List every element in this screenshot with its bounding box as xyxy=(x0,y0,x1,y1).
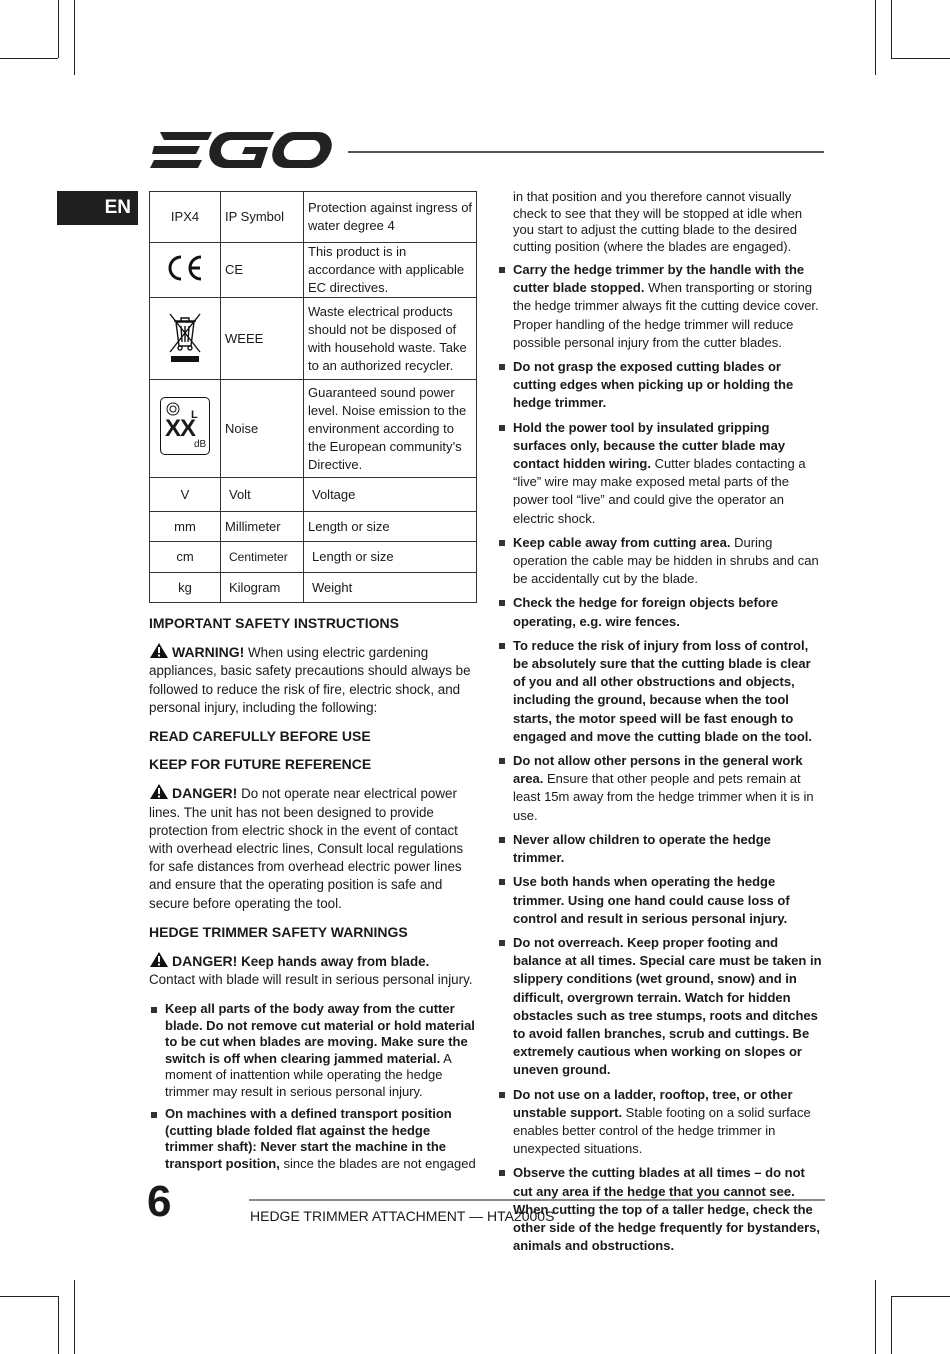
warning-label: WARNING! xyxy=(172,644,245,661)
list-item xyxy=(497,261,825,352)
ego-logo xyxy=(150,130,332,170)
symbol-cell: mm xyxy=(150,512,221,542)
bullet-bold: Do not allow other persons in the general work area. xyxy=(513,753,803,787)
heading-keep-reference: KEEP FOR FUTURE REFERENCE xyxy=(149,756,372,773)
crop-mark xyxy=(58,0,59,58)
meaning-cell: Length or size xyxy=(304,512,477,542)
danger-triangle-icon xyxy=(149,951,169,968)
meaning-cell: Weight xyxy=(304,573,477,603)
crop-mark xyxy=(891,1296,950,1297)
bullet-bold: Do not overreach. Keep proper footing and balance at all times. Special care must be taken in slippery conditions (wet ground, snow) and in difficult, overgrown terrain. Watch for hidden obstacles such as tree stumps, roots and ditches to avoid fallen branches, scrub and cuttings. Be extremely cautious when working on slopes or uneven ground. xyxy=(513,934,822,1078)
speaker-icon xyxy=(166,402,180,416)
bullet-bold: Carry the hedge trimmer by the handle with the cutter blade stopped. xyxy=(513,262,805,296)
name-cell: Centimeter xyxy=(221,542,304,573)
crop-mark xyxy=(891,0,892,58)
symbol-cell: kg xyxy=(150,573,221,603)
bullet-text: since the blades are not engaged xyxy=(279,1155,476,1171)
name-cell: Noise xyxy=(221,380,304,478)
list-item xyxy=(497,873,825,928)
bullet-bold: Never allow children to operate the hedge trimmer. xyxy=(513,831,771,866)
danger-bold-text: Keep hands away from blade. xyxy=(237,954,430,970)
bullet-bold: Check the hedge for foreign objects before operating, e.g. wire fences. xyxy=(513,595,779,629)
warning-paragraph xyxy=(149,642,477,717)
bullet-text: During operation the cable may be hidden in shrubs and can be accidentally cut by the blade. xyxy=(513,534,819,587)
bullet-text: A moment of inattention while operating the hedge trimmer may result in serious personal injury. xyxy=(165,1050,452,1099)
table-row xyxy=(150,380,477,478)
danger-text: Contact with blade will result in serious personal injury. xyxy=(149,972,473,988)
crop-mark xyxy=(74,0,75,75)
ce-mark-icon xyxy=(165,254,205,282)
footer-rule xyxy=(249,1199,825,1201)
list-item xyxy=(497,358,825,413)
list-item xyxy=(497,1086,825,1159)
list-item xyxy=(497,752,825,825)
meaning-cell: This product is in accordance with applicable EC directives. xyxy=(304,243,477,298)
right-bullet-list xyxy=(497,261,825,1255)
bullet-bold: On machines with a defined transport position (cutting blade folded flat against the hedge trimmer shaft): Never start the machine in the transport position, xyxy=(165,1106,452,1171)
page-number: 6 xyxy=(147,1177,170,1226)
table-row xyxy=(150,542,477,573)
name-cell: Millimeter xyxy=(221,512,304,542)
noise-level-icon xyxy=(160,397,210,455)
noise-value: XX xyxy=(165,415,196,442)
table-row xyxy=(150,192,477,243)
bullet-bold: To reduce the risk of injury from loss of control, be absolutely sure that the cutting blade is clear of you and all other obstructions and objects, including the ground, because when the tool starts, the motor speed will be fast enough to engaged and move the cutting blade on the tool. xyxy=(513,637,813,744)
list-item xyxy=(497,831,825,867)
left-column xyxy=(149,614,477,1178)
crop-mark xyxy=(875,1280,876,1354)
bullet-bold: Use both hands when operating the hedge trimmer. Using one hand could cause loss of control and result in serious personal injury. xyxy=(513,874,790,926)
symbol-cell: V xyxy=(150,478,221,512)
heading-important-safety: IMPORTANT SAFETY INSTRUCTIONS xyxy=(149,615,399,631)
danger-label: DANGER! xyxy=(172,785,238,802)
bullet-text: Cutter blades contacting a “live” wire may make exposed metal parts of the power tool “live” and could give the operator an electric shock. xyxy=(513,456,806,526)
bullet-bold: Hold the power tool by insulated gripping surfaces only, because the cutter blade may contact hidden wiring. xyxy=(513,419,786,472)
crop-mark xyxy=(891,1296,892,1354)
symbols-table xyxy=(149,191,477,603)
list-item xyxy=(497,419,825,528)
table-row xyxy=(150,298,477,380)
meaning-cell: Protection against ingress of water degree 4 xyxy=(304,192,477,243)
table-row xyxy=(150,243,477,298)
meaning-cell: Length or size xyxy=(304,542,477,573)
name-cell: WEEE xyxy=(221,298,304,380)
danger-text: Do not operate near electrical power lines. The unit has not been designed to provide protection from electric shock in the event of contact with overhead electric lines, Consult local regulations for safe distances from overhead electric power lines and ensure that the operating position is safe and secure before operating the tool. xyxy=(149,786,464,911)
danger-blade-paragraph xyxy=(149,951,477,989)
continued-text: in that position and you therefore cannot visually check to see that they will be stopped at idle when you start to adjust the cutting blade to the desired cutting position (where the blades are engaged). xyxy=(513,189,803,254)
symbol-cell xyxy=(150,380,221,478)
list-item xyxy=(497,637,825,746)
warning-triangle-icon xyxy=(149,642,169,659)
name-cell: Kilogram xyxy=(221,573,304,603)
meaning-cell: Guaranteed sound power level. Noise emission to the environment according to the European community’s Directive. xyxy=(304,380,477,478)
bullet-bold: Keep all parts of the body away from the cutter blade. Do not remove cut material or hold material to be cut when blades are moving. Make sure the switch is off when clearing jammed material. xyxy=(165,1001,475,1066)
crop-mark xyxy=(891,58,950,59)
footer-title: HEDGE TRIMMER ATTACHMENT — HTA2000S xyxy=(250,1208,555,1224)
crop-mark xyxy=(875,0,876,75)
crop-mark xyxy=(0,58,58,59)
warning-text: When using electric gardening appliances, basic safety precautions should always be followed to reduce the risk of fire, electric shock, and personal injury, including the following: xyxy=(149,645,471,715)
bullet-text: Ensure that other people and pets remain at least 15m away from the hedge trimmer when it is in use. xyxy=(513,771,814,823)
danger-triangle-icon xyxy=(149,783,169,800)
bullet-bold: Observe the cutting blades at all times – do not cut any area if the hedge that you cannot see. When cutting the top of a taller hedge, check the other side of the hedge frequently for bystanders, animals and obstructions. xyxy=(513,1165,820,1254)
name-cell: IP Symbol xyxy=(221,192,304,243)
symbol-cell xyxy=(150,243,221,298)
left-bullet-list xyxy=(149,1001,477,1172)
crop-mark xyxy=(58,1296,59,1354)
heading-read-carefully: READ CAREFULLY BEFORE USE xyxy=(149,728,371,745)
table-row xyxy=(150,478,477,512)
symbol-cell: cm xyxy=(150,542,221,573)
noise-unit: dB xyxy=(194,439,207,450)
heading-hedge-trimmer-warnings: HEDGE TRIMMER SAFETY WARNINGS xyxy=(149,923,408,940)
list-item xyxy=(149,1001,477,1100)
weee-crossed-bin-icon xyxy=(165,308,205,364)
bullet-bold: Do not use on a ladder, rooftop, tree, or other unstable support. xyxy=(513,1086,793,1120)
bullet-text: Stable footing on a solid surface enables better control of the hedge trimmer in unexpected situations. xyxy=(513,1104,811,1157)
table-row xyxy=(150,573,477,603)
bullet-bold: Do not grasp the exposed cutting blades or cutting edges when picking up or holding the hedge trimmer. xyxy=(513,359,794,411)
list-item xyxy=(497,534,825,589)
meaning-cell: Waste electrical products should not be disposed of with household waste. Take to an authorized recycler. xyxy=(304,298,477,380)
meaning-cell: Voltage xyxy=(304,478,477,512)
table-row xyxy=(150,512,477,542)
danger-power-lines-paragraph xyxy=(149,783,477,912)
bullet-text: When transporting or storing the hedge trimmer always fit the cutting device cover. Proper handling of the hedge trimmer will reduce possible personal injury from the cutter blades. xyxy=(513,280,819,350)
symbol-cell: IPX4 xyxy=(150,192,221,243)
bullet-bold: Keep cable away from cutting area. xyxy=(513,534,731,550)
crop-mark xyxy=(74,1280,75,1354)
danger-label: DANGER! xyxy=(172,953,238,970)
right-column xyxy=(497,189,825,1261)
header-rule xyxy=(348,151,824,153)
list-item xyxy=(497,934,825,1080)
name-cell: CE xyxy=(221,243,304,298)
name-cell: Volt xyxy=(221,478,304,512)
list-item xyxy=(497,594,825,630)
list-item xyxy=(149,1106,477,1172)
noise-sub-label: L xyxy=(191,409,198,421)
symbol-cell xyxy=(150,298,221,380)
language-tab: EN xyxy=(57,191,138,225)
crop-mark xyxy=(0,1296,58,1297)
